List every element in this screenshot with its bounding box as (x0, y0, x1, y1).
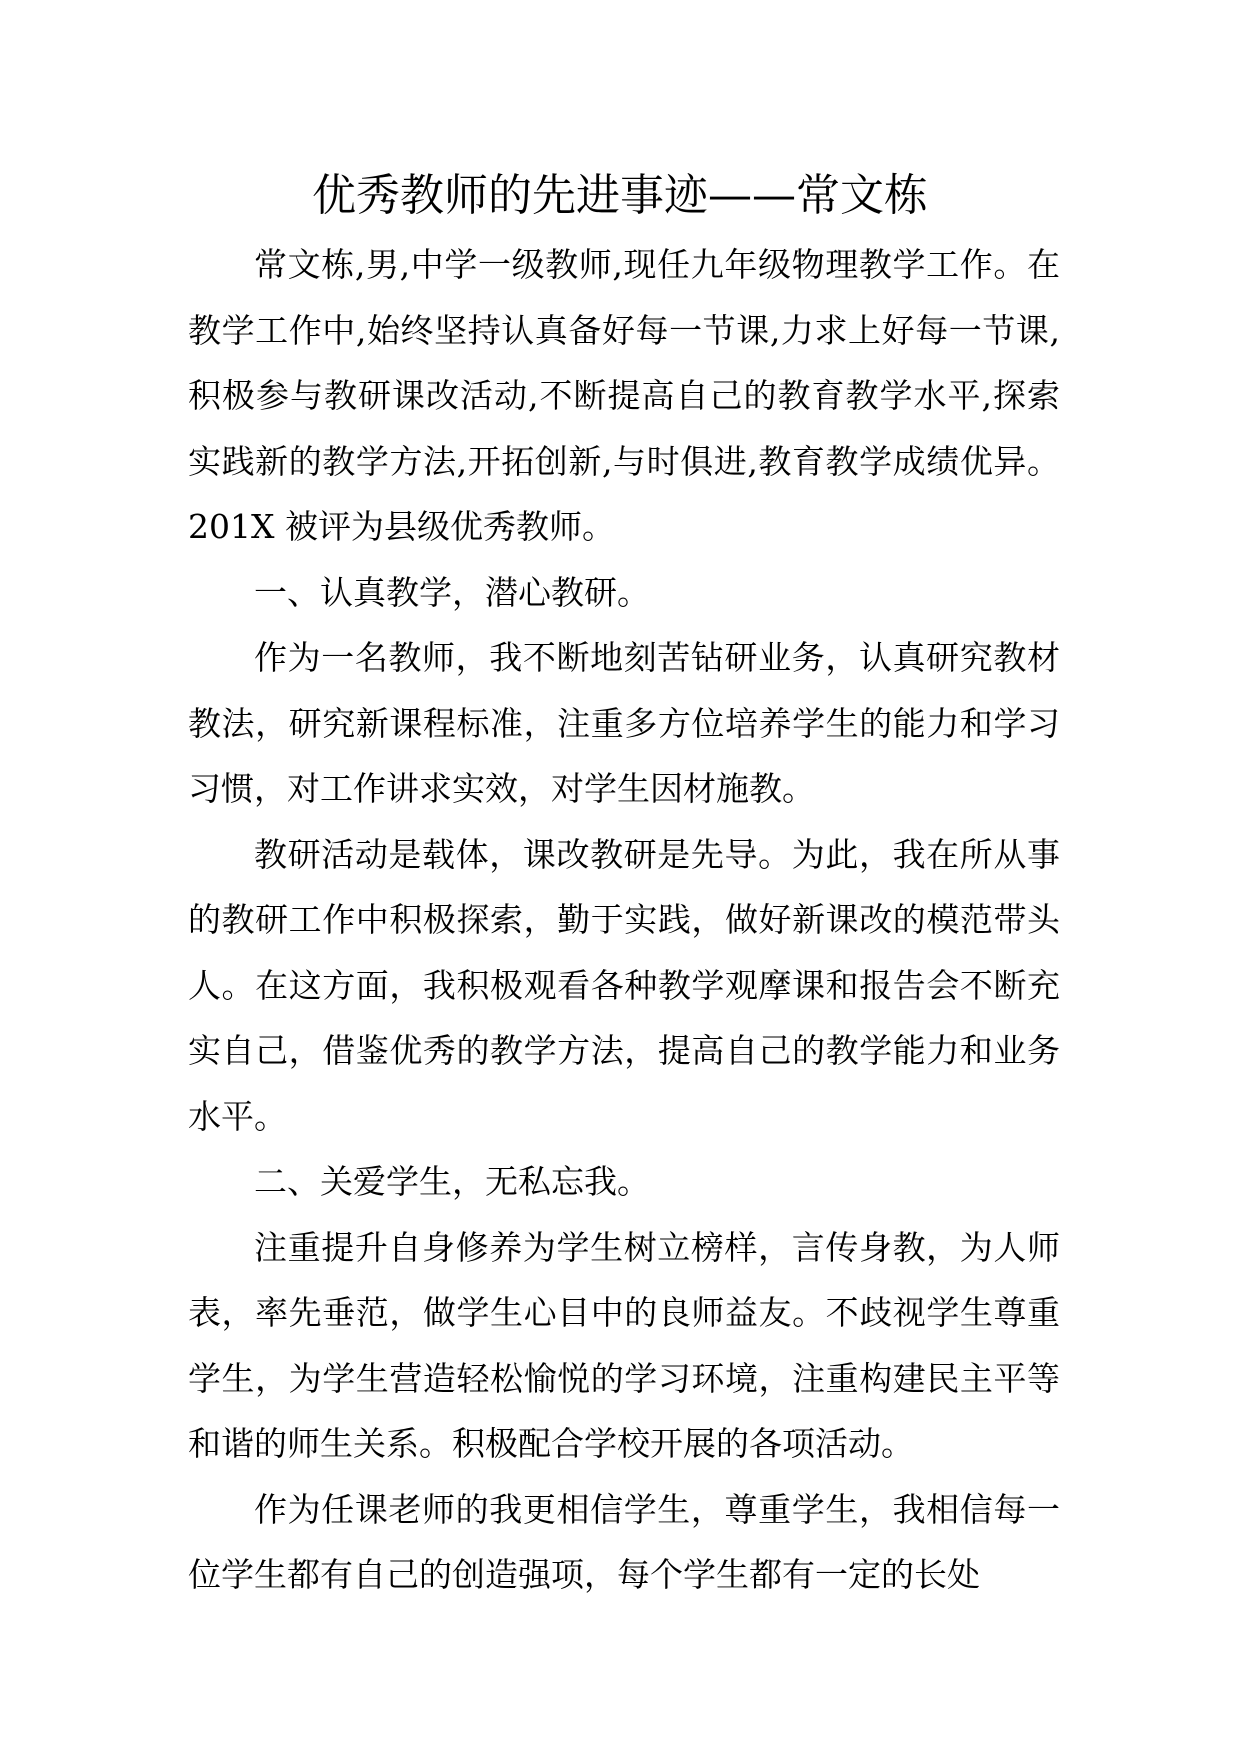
section-heading-1: 一、认真教学，潜心教研。 (254, 572, 650, 612)
paragraph: 作为任课老师的我更相信学生，尊重学生，我相信每一位学生都有自己的创造强项，每个学生都有一定的长处 (188, 1489, 1060, 1594)
document-title: 优秀教师的先进事迹——常文栋 (312, 170, 928, 221)
paragraph: 作为一名教师，我不断地刻苦钻研业务，认真研究教材教法，研究新课程标准，注重多方位培养学生的能力和学习习惯，对工作讲求实效，对学生因材施教。 (188, 638, 1060, 808)
section-heading-2: 二、关爱学生，无私忘我。 (254, 1162, 650, 1201)
document-body (188, 232, 1060, 1608)
paragraph-intro: 常文栋,男,中学一级教师,现任九年级物理教学工作。在教学工作中,始终坚持认真备好每一节课,力求上好每一节课,积极参与教研课改活动,不断提高自己的教育教学水平,探索实践新的教学方法,开拓创新,与时俱进,教育教学成绩优异。201X 被评为县级优秀教师。 (188, 245, 1060, 546)
paragraph: 教研活动是载体，课改教研是先导。为此，我在所从事的教研工作中积极探索，勤于实践，做好新课改的模范带头人。在这方面，我积极观看各种教学观摩课和报告会不断充实自己，借鉴优秀的教学方法，提高自己的教学能力和业务水平。 (188, 834, 1060, 1136)
paragraph: 注重提升自身修养为学生树立榜样，言传身教，为人师表，率先垂范，做学生心目中的良师益友。不歧视学生尊重学生，为学生营造轻松愉悦的学习环境，注重构建民主平等和谐的师生关系。积极配合学校开展的各项活动。 (188, 1227, 1060, 1463)
